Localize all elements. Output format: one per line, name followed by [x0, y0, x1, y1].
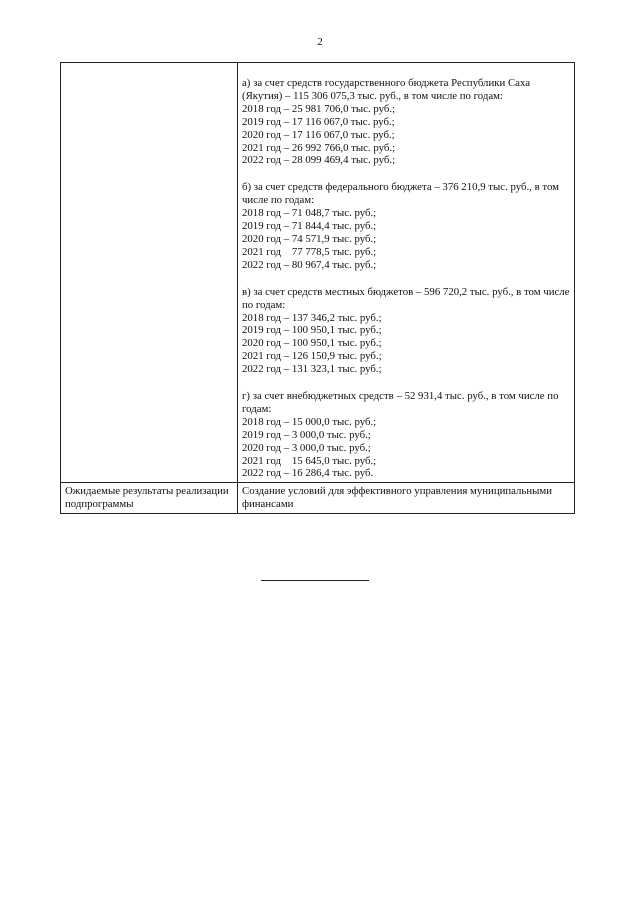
funding-section-state	[242, 77, 570, 167]
table-row-funding	[61, 63, 575, 483]
table-row-results	[61, 483, 575, 514]
year-line: 2018 год – 25 981 706,0 тыс. руб.;	[242, 102, 396, 115]
year-line: 2020 год – 17 116 067,0 тыс. руб.;	[242, 128, 395, 141]
year-line: 2022 год – 28 099 469,4 тыс. руб.;	[242, 154, 396, 167]
year-line: 2018 год – 15 000,0 тыс. руб.;	[242, 415, 377, 428]
year-line: 2022 год – 80 967,4 тыс. руб.;	[242, 258, 377, 271]
year-line: 2019 год – 71 844,4 тыс. руб.;	[242, 220, 377, 233]
year-line: 2018 год – 137 346,2 тыс. руб.;	[242, 311, 382, 324]
year-line: 2021 год 77 778,5 тыс. руб.;	[242, 245, 377, 258]
section-heading: а) за счет средств государственного бюджета Республики Саха (Якутия) – 115 306 075,3 тыс. руб., в том числе по годам:	[242, 77, 530, 102]
section-heading: в) за счет средств местных бюджетов – 596 720,2 тыс. руб., в том числе по годам:	[242, 285, 570, 311]
results-label: Ожидаемые результаты реализации подпрограммы	[61, 483, 238, 514]
funding-section-local	[242, 286, 570, 376]
section-heading: б) за счет средств федерального бюджета – 376 210,9 тыс. руб., в том числе по годам:	[242, 181, 559, 207]
year-line: 2021 год – 26 992 766,0 тыс. руб.;	[242, 141, 396, 154]
year-line: 2020 год – 3 000,0 тыс. руб.;	[242, 441, 371, 454]
year-line: 2022 год – 131 323,1 тыс. руб.;	[242, 363, 382, 376]
year-line: 2019 год – 17 116 067,0 тыс. руб.;	[242, 115, 395, 128]
year-line: 2022 год – 16 286,4 тыс. руб.	[242, 467, 374, 480]
results-value: Создание условий для эффективного управления муниципальными финансами	[238, 483, 575, 514]
year-line: 2021 год 15 645,0 тыс. руб.;	[242, 454, 377, 467]
year-line: 2018 год – 71 048,7 тыс. руб.;	[242, 207, 377, 220]
funding-label-cell	[61, 63, 238, 483]
year-line: 2020 год – 74 571,9 тыс. руб.;	[242, 232, 377, 245]
section-heading: г) за счет внебюджетных средств – 52 931,4 тыс. руб., в том числе по годам:	[242, 390, 559, 415]
year-line: 2019 год – 100 950,1 тыс. руб.;	[242, 324, 382, 337]
year-line: 2019 год – 3 000,0 тыс. руб.;	[242, 428, 371, 441]
subprogram-passport-table	[60, 62, 575, 514]
funding-value-cell	[238, 63, 575, 483]
year-line: 2020 год – 100 950,1 тыс. руб.;	[242, 337, 382, 350]
page-number: 2	[317, 36, 323, 48]
year-line: 2021 год – 126 150,9 тыс. руб.;	[242, 350, 382, 363]
end-rule	[261, 580, 369, 581]
funding-section-federal	[242, 181, 570, 271]
funding-section-extrabudgetary	[242, 390, 570, 480]
